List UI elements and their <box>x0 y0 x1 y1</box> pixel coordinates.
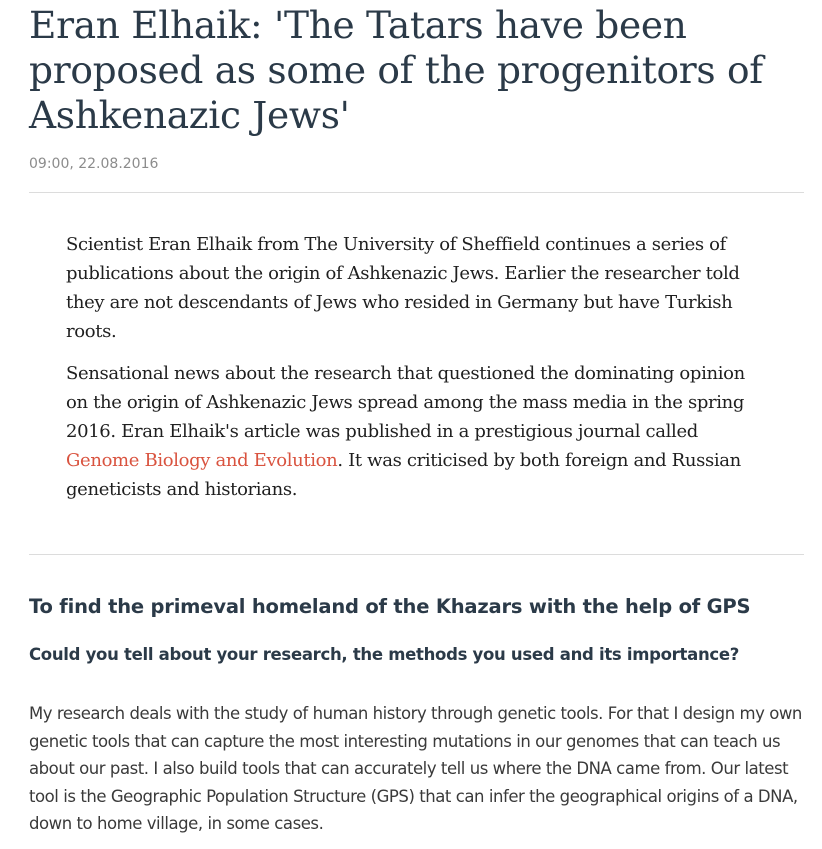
lead-paragraph-1: Scientist Eran Elhaik from The University of Sheffield continues a series of publications about the origin of Ashkenazic Jews. Earlier the researcher told they are not descendants of Jews who resided in Germany but have Turkish roots. <box>66 234 740 342</box>
article-title: Eran Elhaik: 'The Tatars have been proposed as some of the progenitors of Ashkenazic Jews' <box>29 3 763 137</box>
interview-question: Could you tell about your research, the methods you used and its importance? <box>29 645 740 664</box>
article-date: 09:00, 22.08.2016 <box>29 156 159 172</box>
section-heading: To find the primeval homeland of the Khazars with the help of GPS <box>29 595 751 618</box>
article-lead <box>29 193 804 504</box>
interview-answer: My research deals with the study of human history through genetic tools. For that I design my own genetic tools that can capture the most interesting mutations in our genomes that can teach us about our past. I also build tools that can accurately tell us where the DNA came from. Our latest tool is the Geographic Population Structure (GPS) that can infer the geographical origins of a DNA, down to home village, in some cases. <box>29 704 802 833</box>
lead-divider <box>29 554 804 555</box>
lead-paragraph-2-text-before: Sensational news about the research that questioned the dominating opinion on the origin of Ashkenazic Jews spread among the mass media in the spring 2016. Eran Elhaik's article was published in a prestigious journal called <box>66 363 745 442</box>
article-page <box>29 0 804 838</box>
lead-paragraph-2 <box>66 359 764 504</box>
journal-link[interactable]: Genome Biology and Evolution <box>66 450 338 471</box>
lead-paragraph-2-text-after: . It was criticised by both foreign and Russian geneticists and historians. <box>66 450 741 500</box>
